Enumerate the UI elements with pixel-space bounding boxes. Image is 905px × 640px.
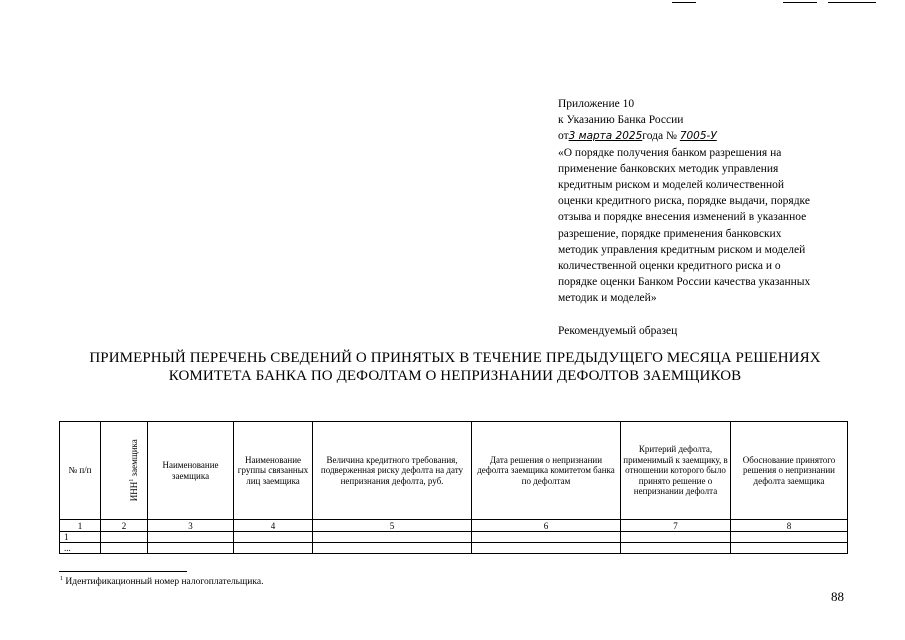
appendix-desc-line: порядке оценки Банком России качества указанных (558, 276, 811, 289)
footnote (60, 577, 263, 587)
appendix-desc-line: оценки кредитного риска, порядке выдачи, порядке (558, 195, 810, 208)
column-number: 4 (234, 520, 313, 532)
table-row (60, 532, 848, 543)
table-cell (313, 543, 472, 554)
header-justification: Обоснование принятого решения о непризнании дефолта заемщика (731, 422, 848, 520)
table-header-row (60, 422, 848, 520)
page-number: 88 (831, 589, 844, 604)
column-number-row (60, 520, 848, 532)
table-cell (148, 543, 234, 554)
header-borrower-name: Наименование заемщика (148, 422, 234, 520)
table-cell (731, 532, 848, 543)
handwritten-date: 3 марта 2025 (568, 130, 643, 143)
title-line-1: ПРИМЕРНЫЙ ПЕРЕЧЕНЬ СВЕДЕНИЙ О ПРИНЯТЫХ В ТЕЧЕНИЕ ПРЕДЫДУЩЕГО МЕСЯЦА РЕШЕНИЯХ (89, 350, 821, 366)
appendix-desc-line: методик и моделей» (558, 292, 657, 305)
scan-mark (783, 2, 817, 3)
date-prefix: от (558, 130, 569, 143)
scan-mark (672, 2, 696, 3)
table-cell (472, 532, 621, 543)
header-credit-exposure: Величина кредитного требования, подверженная риску дефолта на дату непризнания дефолта, руб. (313, 422, 472, 520)
column-number: 3 (148, 520, 234, 532)
table-cell (731, 543, 848, 554)
column-number: 6 (472, 520, 621, 532)
document-title (60, 349, 850, 385)
row-number: ... (60, 543, 101, 554)
appendix-desc-line: применение банковских методик управления (558, 162, 779, 175)
header-row-number: № п/п (60, 422, 101, 520)
header-decision-date: Дата решения о непризнании дефолта заемщика комитетом банка по дефолтам (472, 422, 621, 520)
table-cell (313, 532, 472, 543)
decisions-table (59, 421, 848, 554)
table-cell (101, 543, 148, 554)
table-cell (148, 532, 234, 543)
column-number: 1 (60, 520, 101, 532)
recommended-sample-label: Рекомендуемый образец (558, 324, 678, 337)
footnote-text: Идентификационный номер налогоплательщика. (63, 577, 264, 587)
appendix-desc-line: кредитным риском и моделей количественной (558, 179, 785, 192)
column-number: 5 (313, 520, 472, 532)
header-inn (101, 422, 148, 520)
table-cell (621, 532, 731, 543)
column-number: 8 (731, 520, 848, 532)
appendix-desc-line: количественной оценки кредитного риска и о (558, 260, 781, 273)
appendix-number: Приложение 10 (558, 98, 635, 110)
column-number: 2 (101, 520, 148, 532)
table-cell (472, 543, 621, 554)
handwritten-number: 7005-У (679, 130, 717, 143)
appendix-desc-line: отзыва и порядке внесения изменений в указанное (558, 211, 807, 224)
header-default-criterion: Критерий дефолта, применимый к заемщику, в отношении которого было принято решение о непризнании дефолта (621, 422, 731, 520)
table-cell (101, 532, 148, 543)
table-cell (621, 543, 731, 554)
table-cell (234, 532, 313, 543)
appendix-block (558, 96, 858, 339)
appendix-date-line (558, 128, 858, 144)
column-number: 7 (621, 520, 731, 532)
footnote-mark: 1 (60, 575, 63, 582)
header-group-name: Наименование группы связанных лиц заемщика (234, 422, 313, 520)
appendix-desc-line: разрешение, порядке применения банковских (558, 227, 782, 240)
footnote-divider (59, 571, 187, 572)
row-number: 1 (60, 532, 101, 543)
header-inn-vertical: ИНН$^1$ заемщика (128, 439, 139, 502)
table-row (60, 543, 848, 554)
year-word: года № (642, 130, 677, 143)
title-line-2: КОМИТЕТА БАНКА ПО ДЕФОЛТАМ О НЕПРИЗНАНИИ ДЕФОЛТОВ ЗАЕМЩИКОВ (168, 368, 742, 384)
table-cell (234, 543, 313, 554)
appendix-desc-line: «О порядке получения банком разрешения на (558, 146, 782, 159)
appendix-desc-line: методик управления кредитным риском и моделей (558, 243, 806, 256)
scan-mark (828, 2, 876, 3)
appendix-reference: к Указанию Банка России (558, 114, 684, 127)
